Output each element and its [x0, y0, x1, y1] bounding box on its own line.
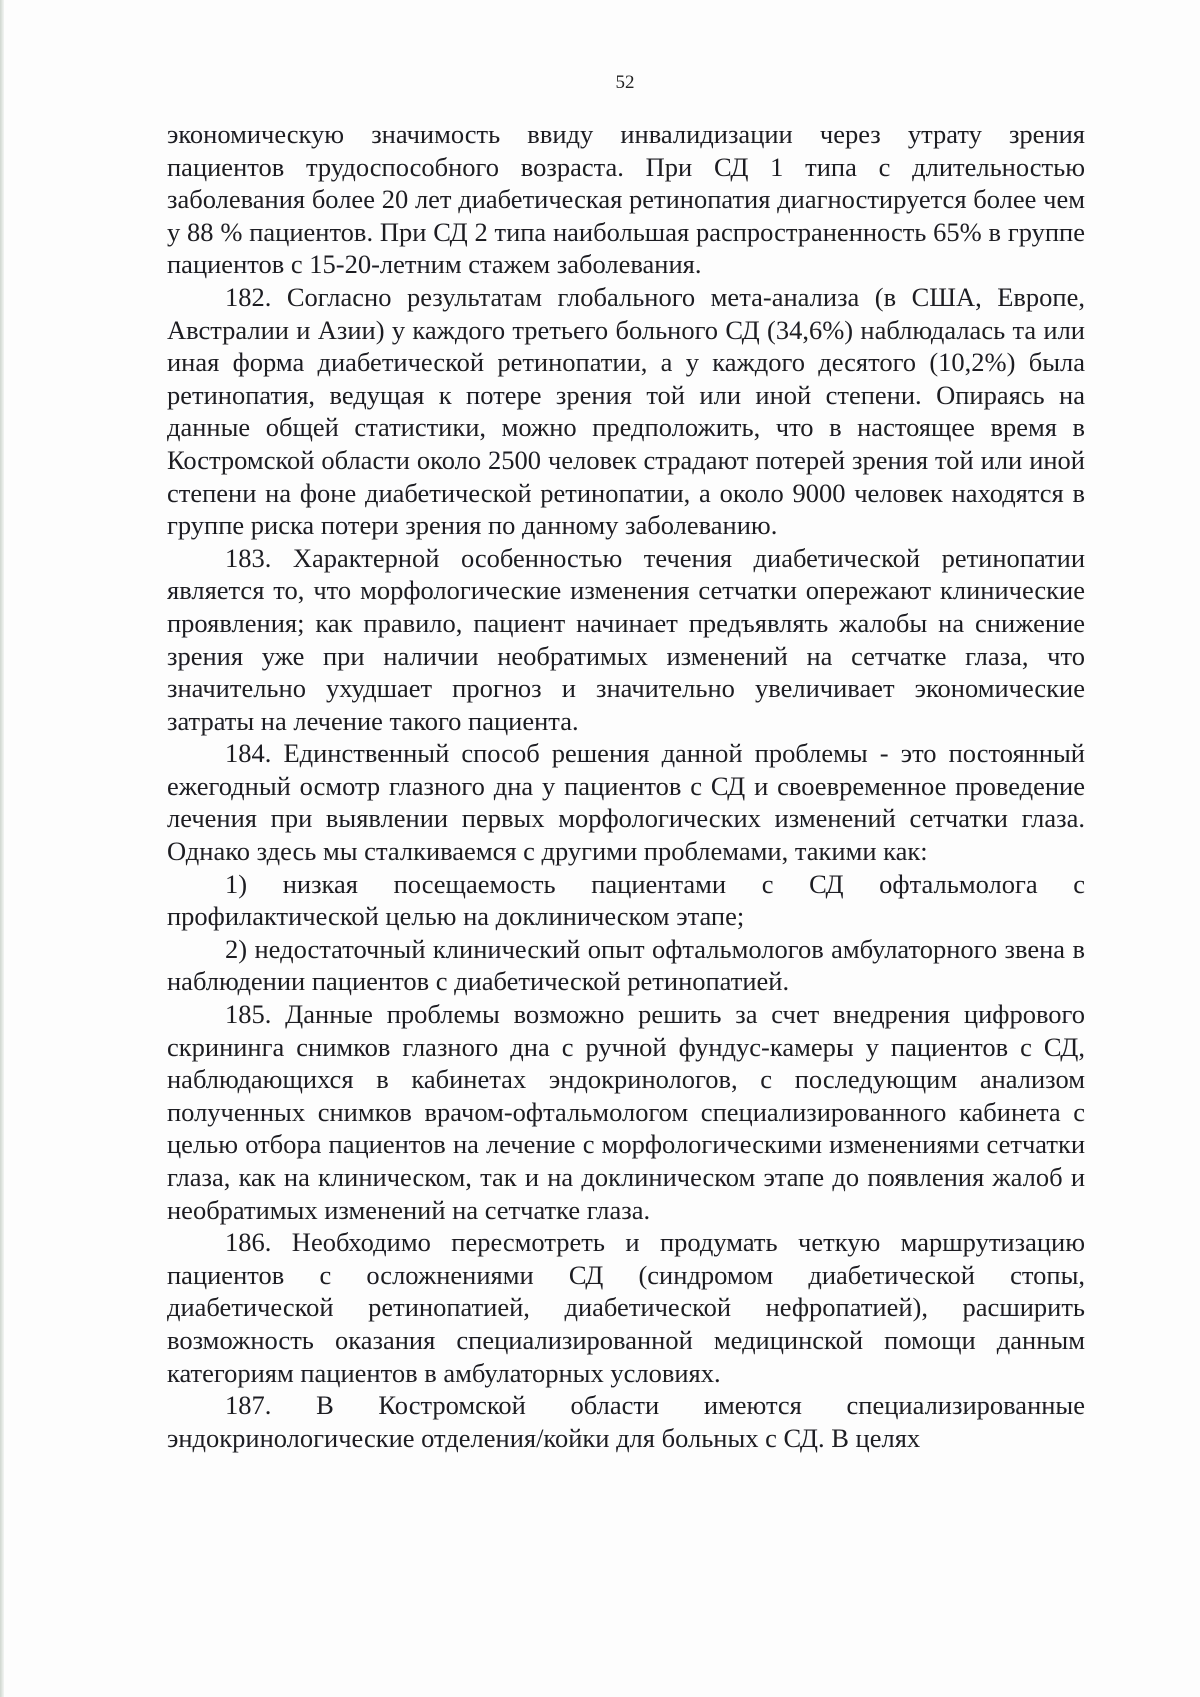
paragraph-185: 185. Данные проблемы возможно решить за счет внедрения цифрового скрининга снимков глазного дна с ручной фундус-камеры у пациентов с СД, наблюдающихся в кабинетах эндокринологов, с последующим анализом полученных снимков врачом-офтальмологом специализированного кабинета с целью отбора пациентов на лечение с морфологическими изменениями сетчатки глаза, как на клиническом, так и на доклиническом этапе до появления жалоб и необратимых изменений на сетчатке глаза.: [167, 999, 1085, 1225]
scan-edge: [0, 0, 4, 1697]
list-item-1: 1) низкая посещаемость пациентами с СД офтальмолога с профилактической целью на доклиническом этапе;: [167, 868, 1085, 932]
paragraph-182: 182. Согласно результатам глобального мета-анализа (в США, Европе, Австралии и Азии) у каждого третьего больного СД (34,6%) наблюдалась та или иная форма диабетической ретинопатии, а у каждого десятого (10,2%) была ретинопатия, ведущая к потере зрения той или иной степени. Опираясь на данные общей статистики, можно предположить, что в настоящее время в Костромской области около 2500 человек страдают потерей зрения той или иной степени на фоне диабетической ретинопатии, а около 9000 человек находятся в группе риска потери зрения по данному заболеванию.: [167, 281, 1085, 541]
page-number: 52: [615, 72, 635, 93]
paragraph-187: 187. В Костромской области имеются специализированные эндокринологические отделения/койки для больных с СД. В целях: [167, 1390, 1085, 1453]
paragraph-186: 186. Необходимо пересмотреть и продумать четкую маршрутизацию пациентов с осложнениями СД (синдромом диабетической стопы, диабетической ретинопатией, диабетической нефропатией), расширить возможность оказания специализированной медицинской помощи данным категориям пациентов в амбулаторных условиях.: [167, 1227, 1085, 1388]
paragraph-184: 184. Единственный способ решения данной проблемы - это постоянный ежегодный осмотр глазного дна у пациентов с СД и своевременное проведение лечения при выявлении первых морфологических изменений сетчатки глаза. Однако здесь мы сталкиваемся с другими проблемами, такими как:: [167, 738, 1085, 867]
paragraph-183: 183. Характерной особенностью течения диабетической ретинопатии является то, что морфологические изменения сетчатки опережают клинические проявления; как правило, пациент начинает предъявлять жалобы на снижение зрения уже при наличии необратимых изменений на сетчатке глаза, что значительно ухудшает прогноз и значительно увеличивает экономические затраты на лечение такого пациента.: [167, 542, 1085, 736]
body-text: [167, 118, 1085, 1454]
paragraph-continuation: экономическую значимость ввиду инвалидизации через утрату зрения пациентов трудоспособного возраста. При СД 1 типа с длительностью заболевания более 20 лет диабетическая ретинопатия диагностируется более чем у 88 % пациентов. При СД 2 типа наибольшая распространенность 65% в группе пациентов с 15-20-летним стажем заболевания.: [167, 119, 1085, 280]
list-item-2: 2) недостаточный клинический опыт офтальмологов амбулаторного звена в наблюдении пациентов с диабетической ретинопатией.: [167, 933, 1085, 997]
